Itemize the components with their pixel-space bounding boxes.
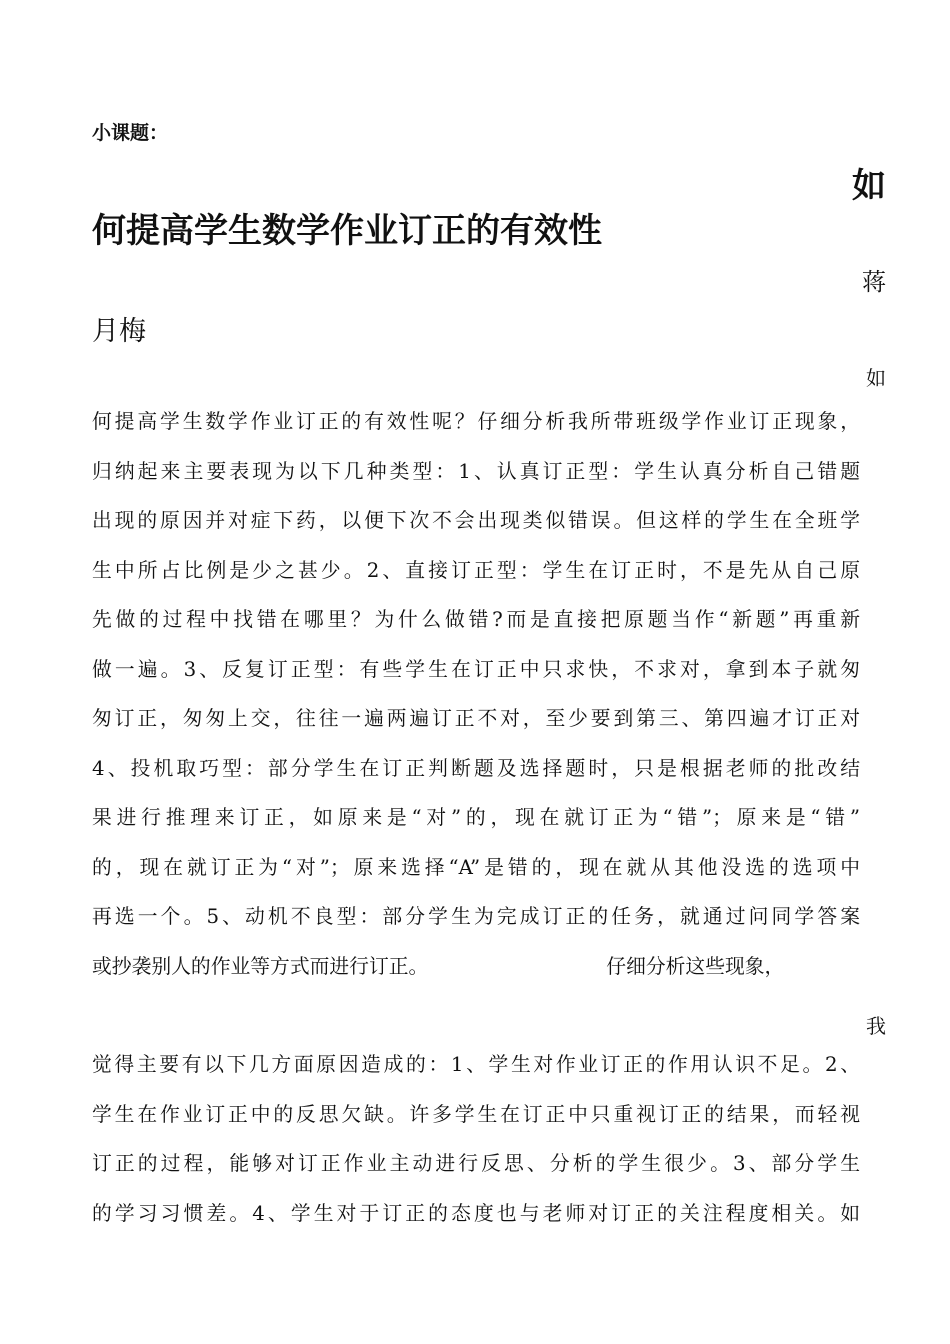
topic-label: 小课题： xyxy=(92,122,169,144)
paragraph-line xyxy=(92,942,860,992)
paragraph-2 xyxy=(92,1040,860,1238)
paragraph-line: 的，现在就订正为“对”；原来选择“A”是错的，现在就从其他没选的选项中 xyxy=(92,855,860,879)
paragraph-line: 订正的过程，能够对订正作业主动进行反思、分析的学生很少。3、部分学生 xyxy=(92,1152,860,1175)
paragraph-line: 再选一个。5、动机不良型：部分学生为完成订正的任务，就通过问同学答案 xyxy=(92,905,860,928)
author-first-char: 蒋 xyxy=(862,268,886,296)
paragraph-line: 果进行推理来订正，如原来是“对”的，现在就订正为“错”；原来是“错” xyxy=(92,806,860,829)
paragraph-line-left: 或抄袭别人的作业等方式而进行订正。 xyxy=(92,954,429,978)
paragraph-line: 何提高学生数学作业订正的有效性呢？仔细分析我所带班级学作业订正现象， xyxy=(92,410,860,433)
paragraph-line: 归纳起来主要表现为以下几种类型：1、认真订正型：学生认真分析自己错题 xyxy=(92,459,860,483)
paragraph-line: 觉得主要有以下几方面原因造成的：1、学生对作业订正的作用认识不足。2、 xyxy=(92,1053,860,1076)
paragraph-line: 4、投机取巧型：部分学生在订正判断题及选择题时，只是根据老师的批改结 xyxy=(92,756,860,780)
paragraph-line: 先做的过程中找错在哪里？为什么做错?而是直接把原题当作“新题”再重新 xyxy=(92,608,860,631)
document-title: 何提高学生数学作业订正的有效性 xyxy=(92,211,602,251)
paragraph-line: 出现的原因并对症下药，以便下次不会出现类似错误。但这样的学生在全班学 xyxy=(92,509,860,532)
paragraph2-first-char: 我 xyxy=(866,1014,886,1038)
paragraph1-first-char: 如 xyxy=(866,366,886,390)
paragraph-line: 学生在作业订正中的反思欠缺。许多学生在订正中只重视订正的结果，而轻视 xyxy=(92,1102,860,1126)
paragraph-line: 匆订正，匆匆上交，往往一遍两遍订正不对，至少要到第三、第四遍才订正对 xyxy=(92,707,860,730)
paragraph-line: 的学习习惯差。4、学生对于订正的态度也与老师对订正的关注程度相关。如 xyxy=(92,1201,860,1225)
author-name: 月梅 xyxy=(92,316,146,347)
paragraph-line: 做一遍。3、反复订正型：有些学生在订正中只求快，不求对，拿到本子就匆 xyxy=(92,657,860,681)
paragraph-1 xyxy=(92,397,860,991)
title-first-char: 如 xyxy=(852,166,886,206)
paragraph-line-right: 仔细分析这些现象， xyxy=(606,954,785,978)
paragraph-line: 生中所占比例是少之甚少。2、直接订正型：学生在订正时，不是先从自己原 xyxy=(92,558,860,582)
